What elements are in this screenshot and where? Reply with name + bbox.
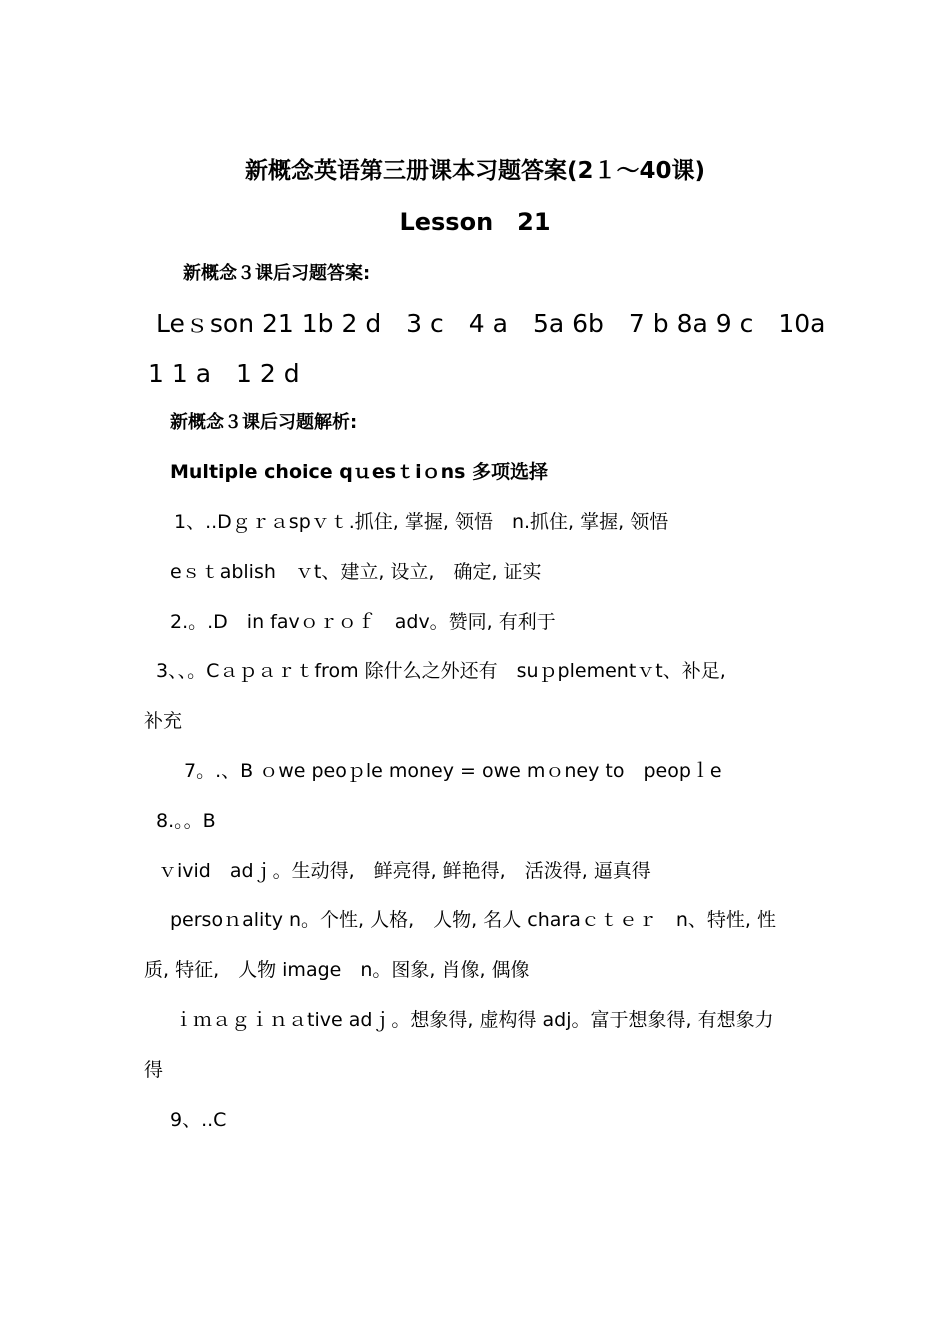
body-line: 补充 [144,710,183,732]
body-line: persoｎality n。个性, 人格, 人物, 名人 charaｃｔｅｒ n、特性, 性 [170,909,777,931]
answers-label: 新概念３课后习题答案: [183,263,371,284]
lesson-heading: Lesson 21 [399,208,551,236]
body-line: 质, 特征, 人物 image n。图象, 肖像, 偶像 [144,959,530,981]
body-line: ｉｍａｇｉｎａtive adｊ。想象得, 虚构得 adj。富于想象得, 有想象力 [174,1009,774,1031]
answers-line-1: Leｓson 21 1b 2 d 3 c 4 a 5a 6b 7 b 8a 9 c 10a [156,309,826,338]
body-line: ｖivid adｊ。生动得, 鲜亮得, 鲜艳得, 活泼得, 逼真得 [158,860,651,882]
body-line: 得 [144,1059,164,1081]
body-line: 7。.、B ｏwe peoｐle money = owe mｏney to peopｌe [184,760,722,782]
body-line: 2.。.D in favｏｒｏｆ adv。赞同, 有利于 [170,611,556,633]
body-line: 9、..C [170,1109,227,1131]
analysis-label: 新概念３课后习题解析: [170,412,358,433]
document-title: 新概念英语第三册课本习题答案(2１～40课) [244,158,706,184]
body-line: eｓｔablish ｖt、建立, 设立, 确定, 证实 [170,561,542,583]
body-line: 8.。。B [156,810,216,832]
answers-line-2: 1 1 a 1 2 d [148,359,300,388]
body-line: 1、..Dｇｒａspｖｔ.抓住, 掌握, 领悟 n.抓住, 掌握, 领悟 [174,511,669,533]
body-line: 3、、。Cａｐａｒｔfrom 除什么之外还有 suｐplementｖt、补足, [156,660,726,682]
mc-heading: Multiple choice qｕesｔiｏns 多项选择 [170,461,549,483]
